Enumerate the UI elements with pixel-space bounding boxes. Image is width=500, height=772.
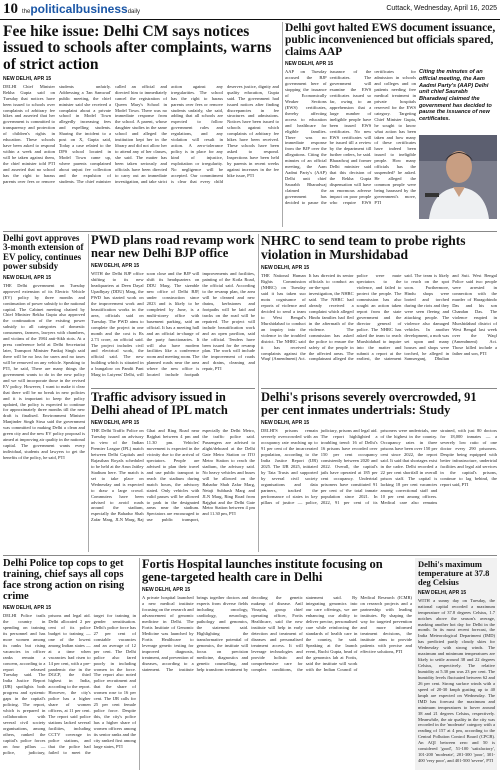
body-aap-ews: AAP on Tuesday accused the BJP government here of stopping the issuance of Economically Weaker Sections (EWS) certificates, thereby affecting access to education and healthcare for eligible families. There was no immediate response from the BJP over the allegations. Citing the minutes of an official meeting, the Aam Aadmi Party's (AAP) Delhi unit chief Saurabh Bharadwaj claimed the government has decided to pause the issuance of the certificates. The government will examine the EWS certificates issued so far, owing to an apprehension that a large number of ineligible people have been issued EWS certificates. No new EWS certificates will be issued till a review by the department till further orders, he said. Bharadwaj and former Delhi minister said that this decision of the Rekha Gupta dispensation will have an enormous adverse impact on poor people who require EWS certificates for admission in schools and colleges and on patients needing free medical treatment in private hospitals reserved for the EWS category. Targeting Chief Minister Gupta, he sought to know what action has been taken and how many of these certificates have indeed been issued to ineligible people. How many officials has the suspended? he asked. He alleged the common people were being harassed by the government's move, PTI	[285, 69, 416, 205]
column-rule	[282, 22, 283, 227]
column-rule	[139, 558, 140, 770]
headline-police[interactable]: Delhi Police top cops to get training, chief says all cops face strong action on rising crime	[3, 558, 125, 603]
story-fortis	[142, 558, 412, 770]
body-police: DELHI Police trails the country in spending on training its personnel and has more women among its ranks but rising vacancies in officer ranks remain a concern, according to a report released Tuesday said. The India Justice Report (IJR) spotlights both progress and systemic gaps in the capital's policing. The report, which is prepared in collaboration with several civil society organisations, among others, ranked the capital's police forces on four pillars — police, judiciary, prisons and legal aid. Delhi allocated 2 per cent of its police budget to training — one of the lowest among Indian states — at a time when vacancies had risen to 14 per cent, with a pre-pandemic rise in the DGCP, the third highest in India, according to the report. However, the city's police has a higher share of women officers, at 11 per cent. The report said police stations lacked several facilities, including CCTV coverage in police stations, and that the police had failed to meet the target for training in gender sensitisation. Delhi's police force has 27 per cent of constable vacancies and an average of 12 per cent. The Delhi police also fared poorly in including women in the force. The report also noted police recruitment and that the share of women rose to 16 per cent. The IJR calls for 25 per cent female police force. Despite this, the city's police has a higher share of women officers among its senior ranks and the city ranked first among large states, PTI	[3, 613, 136, 755]
masthead	[0, 0, 500, 20]
body-delhi-ev: THE Delhi government on Tuesday approved extension of its Electric Vehicle (EV) policy by three months and continuation of power subsidy to the national capital. The Cabinet meeting chaired by Chief Minister Rekha Gupta also approved the continuation of the existing power subsidy to all categories of domestic consumers, farmers, lawyers with chambers, and victims of the 1984 anti-Sikh riots. At a press conference held at Delhi Secretariat later, Transport Minister Pankaj Singh said there will be no loss for users and no taxes will be removed on any vehicle. Speaking to PTI, he said, There are many things the government wants to do in the new policy and we will incorporate those in the revised EV policy. However, I want to make it clear that there will be no break in new policies and it is important to keep the policy updated, the policy is expected to continue for approximately three months till the new draft is finalised. Environment Minister Manjinder Singh Sirsa said the government was committed to making Delhi a clean and green city and the new EV policy proposal is aimed at improving air quality in the national capital. The government wants every individual, students and lawyers to get the benefits of the policy, he said, PTI	[3, 282, 85, 460]
headline-delhi-ev[interactable]: Delhi govt approves 3-month extension of EV policy, continues power subsidy	[3, 234, 84, 272]
body-nhrc: THE National Human Rights Commission (NHRC) on Tuesday said it has taken suo motu cognisance of reports of violence and decided to send a team to West Bengal's Murshidabad to conduct an inquiry into the violence in the troubled district. The NHRC said it has received complaints against the Waqf (Amendment) Act. It has directed its senior officials to conduct an on-the-spot investigation, the NHRC said. The NHRC had already received a complaint which alleged Hindu families had fled in the aftermath of the violence. The commission has asked the police to ensure the safety of the people in the affected areas. The complainant alleged the police were mute spectators to the violence, and failed to protect the people. The commission has also sought an action taken report from the state government and the director general of police. The NHRC has asked the team to reach Murshidabad to inquire into the matter and submit a report at the earliest, the statement said. The team is likely to reach on the spot soon. Furthermore, Hindu shops were looted and torched during the riots and they were seen fleeing and attacking people. The violence also damaged vehicles. In another development, a mob was set upon and many houses and shops were torched, he alleged in Samserganj, Dhulian and Suti. West Bengal Police said two people were arrested in connection with the murder of Haragobindo Das and his son Chandan Das. The violence erupted in Murshidabad district of West Bengal last week over the Waqf (Amendment) Act. Those killed include a father and son, PTI	[261, 273, 497, 362]
headline-pwd[interactable]: PWD plans road revamp work near new Delhi BJP office	[91, 234, 255, 261]
byline-pwd: NEW DELHI, APR 15	[91, 263, 140, 270]
headline-aap-ews[interactable]: Delhi govt halted EWS document issuance, public inconvenienced but officials spared, claims AAP	[285, 22, 496, 59]
story-traffic	[91, 391, 255, 552]
body-weather: WITH a sunny day on Tuesday, the national capital recorded a maximum temperature of 37.8 degrees Celsius, 1.7 notches above the season's average, marking another hot day for Delhi in the month. In its most recent forecast, the India Meteorological Department (IMD) has predicted partly cloudy skies for Wednesday with strong winds. The maximum and minimum temperatures are likely to settle around 38 and 22 degrees Celsius, respectively. The relative humidity at 5.30 pm was 23 per cent. The humidity levels fluctuated between 62 and 26 per cent. Strong surface winds with a speed of 20-30 kmph gusting up to 40 kmph are expected on Wednesday. The IMD has forecast the maximum and minimum temperatures to hover around 38 and 21 degrees Celsius, respectively. Meanwhile, the air quality in the city was recorded in the 'moderate' category with a reading of 157 at 4 pm, according to the Central Pollution Control Board (CPCB). An AQI between zero and 50 is considered 'good', 51-100 'satisfactory', 101-200 'moderate', 201-300 'poor', 301-400 'very poor', and 401-500 'severe', PTI	[418, 597, 495, 764]
headline-weather[interactable]: Delhi's maximum temperature at 37.8 deg Celsius	[418, 560, 490, 587]
story-aap-ews	[285, 22, 497, 229]
brand-suffix: daily	[127, 9, 141, 15]
byline-aap-ews: NEW DELHI, APR 15	[285, 61, 334, 68]
publication-logo	[22, 2, 140, 16]
byline-traffic: NEW DELHI, APR 15	[91, 420, 140, 427]
story-police	[3, 558, 136, 770]
section-divider	[261, 388, 497, 389]
story-pwd	[91, 234, 255, 386]
section-divider	[3, 231, 497, 232]
bharadwaj-photo	[419, 135, 497, 219]
story-prisons	[261, 391, 497, 552]
caption-aap-ews	[419, 69, 497, 131]
headline-nhrc[interactable]: NHRC to send team to probe rights violation in Murshidabad	[261, 234, 466, 263]
brand-prefix: the	[22, 9, 31, 15]
byline-fee-hike: NEW DELHI, APR 15	[3, 75, 52, 82]
page-number: 10	[3, 1, 18, 17]
portrait-illustration	[419, 135, 497, 219]
headline-fortis[interactable]: Fortis Hospital launches institute focusing on gene-targeted health care in Delhi	[142, 558, 383, 585]
column-rule	[258, 234, 259, 552]
body-traffic: THE Delhi Traffic Police on Tuesday issued an advisory in view of the Indian Premier League (IPL) match between Delhi Capitals and Rajasthan Royals scheduled to be held at the Arun Jaitley Stadium here. The match is set to take place on Wednesday and is expected to draw a large crowd. Commuters have been advised to avoid roads around the stadium, especially the Bahadur Shah Zafar Marg, JLN Marg, Raj Ghat and Ring Road near Rajghat between 4 pm and 11.30 pm. Vehicles' movement is expected in the vicinity due to the arrival of spectators. People are advised to plan their travel and use public transport to reach the stadium during match hours, the advisory stated. Only vehicles with valid passes will be allowed to park in the designated areas near the stadium. Spectators are encouraged to use public transport, especially the Delhi Metro, the traffic police said. Passengers are advised to alight/deboard at the Delhi Gate Metro Station or ITO Metro Station to reach the stadium, the advisory said. No heavy vehicles and buses will be allowed on the Bahadur Shah Zafar Marg, Netaji Subhash Marg and JLN Marg, Ring Road from Rajghat and the Delhi Gate Metro Station between 4 pm and 11.30 pm, PTI	[91, 428, 255, 523]
byline-fortis: NEW DELHI, APR 15	[142, 587, 191, 594]
brand-name: politicalbusiness	[30, 2, 128, 16]
body-pwd: WITH the Delhi BJP office shifting to its new headquarters at Deen Dayal Upadhyay (DDU) Marg, the PWD has started work on the improvement work and beautification works in the area, officials said on Tuesday. The PWD aims to complete the project in one month and the cost is Rs 2.73 crore, an official said. The project includes civil and electrical work, the official said. The new building which is situated in a bungalow on Pandit Pant Marg in Lutyens' Delhi, will soon close and the BJP will shift its headquarters on DDU Marg. The sizeable new office of Delhi BJP, under construction since 2023 and is likely to be completed by June, is a multi-storey office with basement parking, said an official. It has a meeting hall and an official in-charge of the party functionaries. It will also have modern facilities like a conference room and meeting room. The planned roads near the area where the new office is located include footpath improvements and facilities, painting of the Kotla Road, the official said. According to the revamp plan, the area will be cleaned and new drains, kerbstones and footpaths will be laid and tracks on the road will be repaired. The project will include beautification work and an open pavilion, said the official. Tenders have been issued for the revamp plan. The work will include the improvement of roads and drains, cleaning and repair, PTI	[91, 271, 255, 378]
story-delhi-ev	[3, 234, 85, 552]
byline-nhrc: NEW DELHI, APR 15	[261, 265, 310, 272]
byline-delhi-ev: NEW DELHI, APR 15	[3, 274, 52, 281]
column-rule	[88, 234, 89, 552]
headline-traffic[interactable]: Traffic advisory issued in Delhi ahead of IPL match	[91, 391, 228, 418]
story-weather	[418, 560, 495, 768]
headline-prisons[interactable]: Delhi's prisons severely overcrowded, 91 per cent inmates undertrials: Study	[261, 391, 477, 418]
section-divider	[91, 388, 255, 389]
body-fee-hike: DELHI Chief Minister Rekha Gupta said on Tuesday that notices have been issued to schools over complaints of arbitrary fee hikes and asserted that her government is committed to transparency and protection of children's rights in education. These schools have been asked to respond within a week and action will be taken against them, the chief minister told PTI and asserted that no school has the right to harass parents over fees or remove students unfairly. Addressing a 'Jan Samwad' public meeting, the chief minister said she received a complaint about a private school in Model Town allegedly increasing fees and expelling students. Sharing the incident to a post on X, Gupta said, Today a case related to the DPS school located in Model Town came up, where parents complained about unjust fee collection and the expulsion of students. The chief minister called an official and directed him to immediately cancel the registration of Queen Mary's School in Model Town. There was no immediate response from the school. A parent, whose daughter studies in the same school and alleged the institution kept her in the library and did not allow her to attend any of her classes, she said. The matter has been taken seriously and officials have been directed to carry out an immediate investigation, and take strict action against any irregularities. The school has the right to harass parents over fees or remove students unfairly, she said, adding that all schools are expected to follow government rules and regulations, and any violation will result in action. A zero-tolerance policy is in place for any kind of injustice, exploitation or irregularity. No negligence will be accepted. Our commitment is clear that every child deserves justice, dignity and quality education, Gupta said. The government had issued notices after finding discrepancies in fee structures and admissions. Notices have been issued to schools against which complaints of arbitrary fee hikes have been received. These schools have been asked to respond. Inspections have been held by parents in recent weeks against increases in the fee hike issue, PTI	[3, 83, 279, 184]
photo-caption: Citing the minutes of an official meeting, the Aam Aadmi Party's (AAP) Delhi unit chief Saurabh Bharadwaj claimed the government has decided to pause the issuance of new certificates.	[419, 69, 492, 123]
section-divider	[3, 555, 497, 556]
body-fortis: A private hospital launched a new medical institute focusing on the research and advancement of genomic medicine in Delhi. The Fortis Institute of Genomic Medicine was launched by Fortis Healthcare to leverage genetic testing for improved diagnosis, treatment, and prevention of diseases, according to a statement. The institute brings together doctors and experts from diverse fields including oncology, cardiology, neurology, pathology and genomics, the statement said. Highlighting the transformative potential of genomics, the institute will focus on precision medicine, diagnostics and genetic counselling, and help transform treatment by decoding the genetic makeup of disease. Anil Vinayak, group chief operating officer, Fortis Healthcare, said the new institute will help in early detection and treatment of diseases and personalised treatment access. It will leverage technologies and provide holistic and comprehensive care for complex conditions, the statement said. By integrating genomics into our care offerings, we are enhancing our ability to deliver precise, personalised care while reinforcing the standards of health care in the country, he said. Speaking at the launch event, Ruchi Gupta, head of the genomics lab at Fortis, said the institute will work with the Indian Council of Medical Research (ICMR) on research projects and a partnership with leading institutes. By shaping the way for targeted prevention and more informed treatment decisions, the institute aims to provide patients with precise and effective solutions, PTI	[142, 595, 412, 672]
story-nhrc	[261, 234, 497, 386]
story-fee-hike	[3, 24, 279, 229]
byline-prisons: NEW DELHI, APR 15	[261, 420, 310, 427]
headline-fee-hike[interactable]: Fee hike issue: Delhi CM says notices issued to schools after complaints, warns of strict action	[3, 24, 272, 73]
body-prisons: DELHI'S prisons remain severely overcrowded with an occupancy rate reaching up to 91 per cent of the incarcerated population, according to the India Justice Report (IJR) 2025. The IJR 2025, initiated by Tata Trusts and supported by several civil society organisations and data partners, tracked the performance of states in key pillars of justice — police, judiciary, prisons and legal aid. The report highlighted a troubling trend: 16 of Delhi's 16 prisons have recorded over 150 per cent occupancy consistently between 2020 and 2022. Overall, the capital's jails have operated at 185 per cent occupancy. Undertrial prisoners have constituted 91 per cent of the total inmate population since 2021. In 2022, 91 per cent of its prisoners were undertrials, one of the highest in the country. Occupancy rates in three prisons have been over 150 per cent since 2022, the report said. It said that shortages exist in the cadre. Delhi recorded a 22 per cent shortfall in overall prison staff. The capital is lacking 18 per cent vacancies among correctional staff and 10 per cent among officers. Medical care also remains strained, with just 80 doctors for 18,000 inmates — a severely low ratio of one doctor every 290 prisoners. Despite being equipped with better infrastructure, undertrial facilities and legal aid services in the capital's prisons, continue to lag behind, the report said, PTI	[261, 428, 497, 505]
byline-police: NEW DELHI, APR 15	[3, 605, 52, 612]
byline-weather: NEW DELHI, APR 15	[418, 589, 467, 596]
dateline: Cuttack, Wednesday, April 16, 2025	[386, 5, 497, 12]
